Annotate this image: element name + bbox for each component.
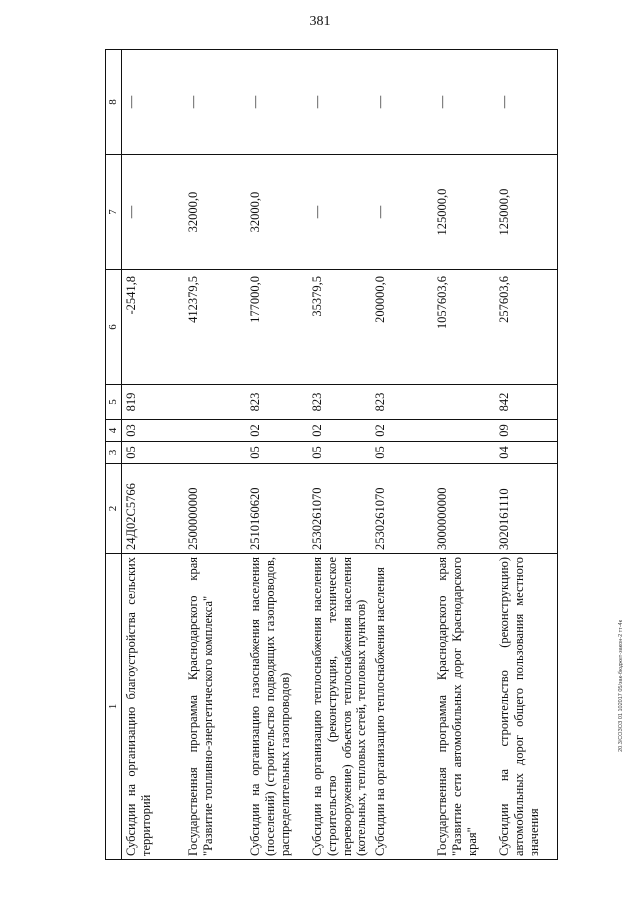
row-value-8: — xyxy=(371,50,433,155)
row-value-6: 257603,6 xyxy=(495,270,558,385)
row-name: Государственная программа Краснодарского края "Развитие сети автомобильных дорог Краснодарского края" xyxy=(433,554,495,860)
row-name: Субсидии на организацию благоустройства сельских территорий xyxy=(122,554,185,860)
row-code: 2500000000 xyxy=(184,464,246,554)
row-subsection xyxy=(433,420,495,442)
row-code: 3020161110 xyxy=(495,464,558,554)
row-value-7: 32000,0 xyxy=(246,155,308,270)
row-value-6: 35379,5 xyxy=(308,270,371,385)
row-value-7: 125000,0 xyxy=(495,155,558,270)
row-value-8: — xyxy=(433,50,495,155)
row-subsection: 09 xyxy=(495,420,558,442)
row-value-7: — xyxy=(371,155,433,270)
row-value-8: — xyxy=(246,50,308,155)
row-subsection: 02 xyxy=(371,420,433,442)
table-row xyxy=(433,50,495,860)
row-value-8: — xyxy=(308,50,371,155)
row-section: 05 xyxy=(371,442,433,464)
rotated-table-container xyxy=(105,50,605,860)
row-expense-type: 823 xyxy=(308,385,371,420)
col-header-6: 6 xyxy=(106,270,122,385)
row-subsection: 03 xyxy=(122,420,185,442)
row-expense-type: 823 xyxy=(246,385,308,420)
table-row xyxy=(184,50,246,860)
row-subsection xyxy=(184,420,246,442)
row-section: 05 xyxy=(308,442,371,464)
table-row xyxy=(246,50,308,860)
row-section: 04 xyxy=(495,442,558,464)
header-row xyxy=(106,50,122,860)
page-number: 381 xyxy=(309,14,331,29)
row-section xyxy=(184,442,246,464)
col-header-8: 8 xyxy=(106,50,122,155)
row-value-7: — xyxy=(122,155,185,270)
row-value-6: 177000,0 xyxy=(246,270,308,385)
row-expense-type xyxy=(433,385,495,420)
table-row xyxy=(495,50,558,860)
table-row xyxy=(122,50,185,860)
row-name: Государственная программа Краснодарского края "Развитие топливно-энергетического комплекса" xyxy=(184,554,246,860)
row-name: Субсидии на организацию теплоснабжения населения xyxy=(371,554,433,860)
row-value-7: — xyxy=(308,155,371,270)
row-section: 05 xyxy=(246,442,308,464)
row-subsection: 02 xyxy=(308,420,371,442)
col-header-1: 1 xyxy=(106,554,122,860)
budget-table xyxy=(105,49,558,860)
row-code: 3000000000 xyxy=(433,464,495,554)
row-code: 24Д02С5766 xyxy=(122,464,185,554)
row-value-6: -2541,8 xyxy=(122,270,185,385)
row-value-6: 200000,0 xyxy=(371,270,433,385)
row-code: 2510160620 xyxy=(246,464,308,554)
row-expense-type: 842 xyxy=(495,385,558,420)
row-subsection: 02 xyxy=(246,420,308,442)
table-row xyxy=(308,50,371,860)
row-section xyxy=(433,442,495,464)
row-value-7: 32000,0 xyxy=(184,155,246,270)
row-code: 2530261070 xyxy=(371,464,433,554)
row-expense-type xyxy=(184,385,246,420)
row-value-8: — xyxy=(495,50,558,155)
row-value-8: — xyxy=(122,50,185,155)
col-header-7: 7 xyxy=(106,155,122,270)
col-header-2: 2 xyxy=(106,464,122,554)
row-code: 2530261070 xyxy=(308,464,371,554)
table-row xyxy=(371,50,433,860)
col-header-3: 3 xyxy=(106,442,122,464)
col-header-5: 5 xyxy=(106,385,122,420)
row-value-6: 412379,5 xyxy=(184,270,246,385)
row-value-7: 125000,0 xyxy=(433,155,495,270)
row-value-8: — xyxy=(184,50,246,155)
row-section: 05 xyxy=(122,442,185,464)
row-name: Субсидии на организацию теплоснабжения населения (строительство (реконструкция, техническое перевооружение) объектов теплоснабжения населения (котельных, тепловых сетей, тепловых пунктов) xyxy=(308,554,371,860)
col-header-4: 4 xyxy=(106,420,122,442)
document-footer-code: 20.3/СОЗОЗ 01 102017 05/зак-бюджет-закон-2 тт-4к xyxy=(618,620,624,752)
row-expense-type: 819 xyxy=(122,385,185,420)
row-expense-type: 823 xyxy=(371,385,433,420)
row-name: Субсидии на организацию газоснабжения населения (поселений) (строительство подводящих газопроводов, распределительных газопроводов) xyxy=(246,554,308,860)
row-value-6: 1057603,6 xyxy=(433,270,495,385)
row-name: Субсидии на строительство (реконструкцию) автомобильных дорог общего пользования местного значения xyxy=(495,554,558,860)
